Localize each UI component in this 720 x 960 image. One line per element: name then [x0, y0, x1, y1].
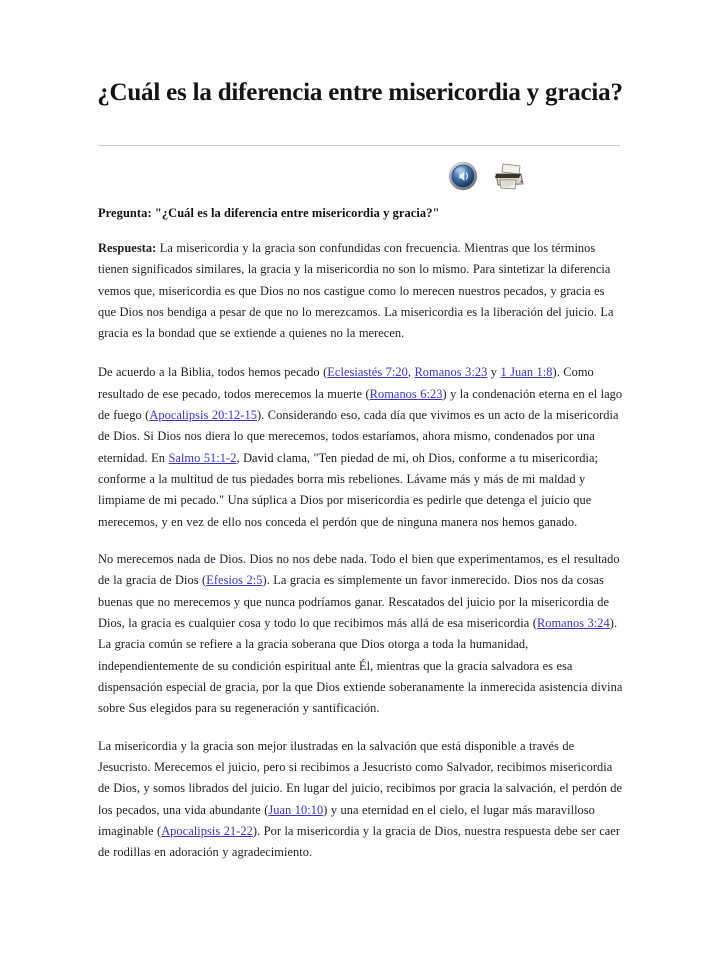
text-segment: y: [487, 365, 501, 380]
text-segment: ). Por la misericordia y la gracia de Dios, nuestra respuesta debe ser caer de rodillas en adoración y agradecimiento.: [98, 824, 621, 860]
answer-text: La misericordia y la gracia son confundidas con frecuencia. Mientras que los términos tienen significados similares, la gracia y la misericordia no son lo mismo. Para sintetizar la diferencia vemos que, misericordia es que Dios no nos castigue como lo merecen nuestros pecados, y gracia es que Dios nos bendiga a pesar de que no lo merezcamos. La misericordia es la liberación del juicio. La gracia es la bondad que se extiende a quienes no la merecen.: [98, 240, 614, 341]
text-segment: La misericordia y la gracia son mejor ilustradas en la salvación que está disponible a través de Jesucristo. Merecemos el juicio, pero si recibimos a Jesucristo como Salvador, recibimos misericordia de Dios, y somos librados del juicio. En lugar del juicio, recibimos por gracia la salvación, el perdón de los pecados, una vida abundante (: [98, 738, 623, 817]
paragraph-salvation: [98, 736, 624, 864]
question-line: [98, 204, 624, 224]
text-segment: ). Como resultado de ese pecado, todos merecemos la muerte (: [98, 365, 594, 401]
document-body: [0, 194, 720, 864]
printer-icon[interactable]: [492, 162, 526, 190]
answer-label: Respuesta:: [98, 240, 157, 255]
page-title: ¿Cuál es la diferencia entre misericordia y gracia?: [97, 79, 623, 106]
text-segment: ) y la condenación eterna en el lago de fuego (: [98, 386, 623, 423]
document-toolbar: [0, 158, 622, 194]
text-segment: De acuerdo a la Biblia, todos hemos pecado (: [98, 365, 328, 380]
scripture-link-1-juan-1-8[interactable]: 1 Juan 1:8: [500, 365, 553, 380]
text-segment: No merecemos nada de Dios. Dios no nos debe nada. Todo el bien que experimentamos, es el resultado de la gracia de Dios (: [98, 552, 620, 588]
speaker-icon[interactable]: [448, 161, 478, 191]
text-segment: ). La gracia es simplemente un favor inmerecido. Dios nos da cosas buenas que no merecemos y que nunca podríamos ganar. Rescatados del juicio por la misericordia de Dios, la gracia es cualquier cosa y todo lo que recibimos más allá de esa misericordia (: [98, 573, 610, 631]
text-segment: ). Considerando eso, cada día que vivimos es un acto de la misericordia de Dios. Si Dios nos diera lo que merecemos, todos estaríamos, ahora mismo, condenados por una eternidad. En: [98, 408, 619, 465]
text-segment: ) y una eternidad en el cielo, el lugar más maravilloso imaginable (: [98, 802, 595, 839]
paragraph-scripture-references: [98, 362, 624, 533]
text-segment: ,: [407, 365, 415, 380]
question-text: "¿Cuál es la diferencia entre misericordia y gracia?": [151, 206, 440, 220]
text-segment: ). La gracia común se refiere a la gracia soberana que Dios otorga a toda la humanidad, independientemente de su condición espiritual ante Él, mientras que la gracia salvadora es esa dispensación especial de gracia, por la que Dios extiende soberanamente la inmerecida asistencia divina sobre Sus elegidos para su regeneración y santificación.: [98, 616, 623, 716]
text-segment: , David clama, "Ten piedad de mi, oh Dios, conforme a tu misericordia; conforme a la multitud de tus piedades borra mis rebeliones. Lávame más y más de mi maldad y limpiame de mi pecado." Una súplica a Dios por misericordia es pedirle que detenga el juicio que merecemos, y en vez de ello nos conceda el perdón que de ninguna manera nos hemos ganado.: [98, 450, 599, 529]
scripture-link-juan-10-10[interactable]: Juan 10:10: [268, 802, 324, 817]
scripture-link-efesios-2-5[interactable]: Efesios 2:5: [206, 573, 263, 588]
paragraph-grace-definition: [98, 549, 624, 720]
scripture-link-apocalipsis-21-22[interactable]: Apocalipsis 21-22: [161, 824, 253, 839]
question-label: Pregunta:: [98, 206, 152, 220]
title-divider: [98, 145, 620, 146]
scripture-link-apocalipsis-20-12-15[interactable]: Apocalipsis 20:12-15: [149, 408, 257, 423]
scripture-link-romanos-3-24[interactable]: Romanos 3:24: [536, 616, 610, 631]
answer-paragraph: [98, 238, 624, 345]
scripture-link-salmo-51-1-2[interactable]: Salmo 51:1-2: [168, 450, 237, 465]
scripture-link-eclesiastes-7-20[interactable]: Eclesiastés 7:20: [327, 365, 408, 380]
scripture-link-romanos-3-23[interactable]: Romanos 3:23: [414, 365, 488, 380]
scripture-link-romanos-6-23[interactable]: Romanos 6:23: [369, 386, 443, 401]
